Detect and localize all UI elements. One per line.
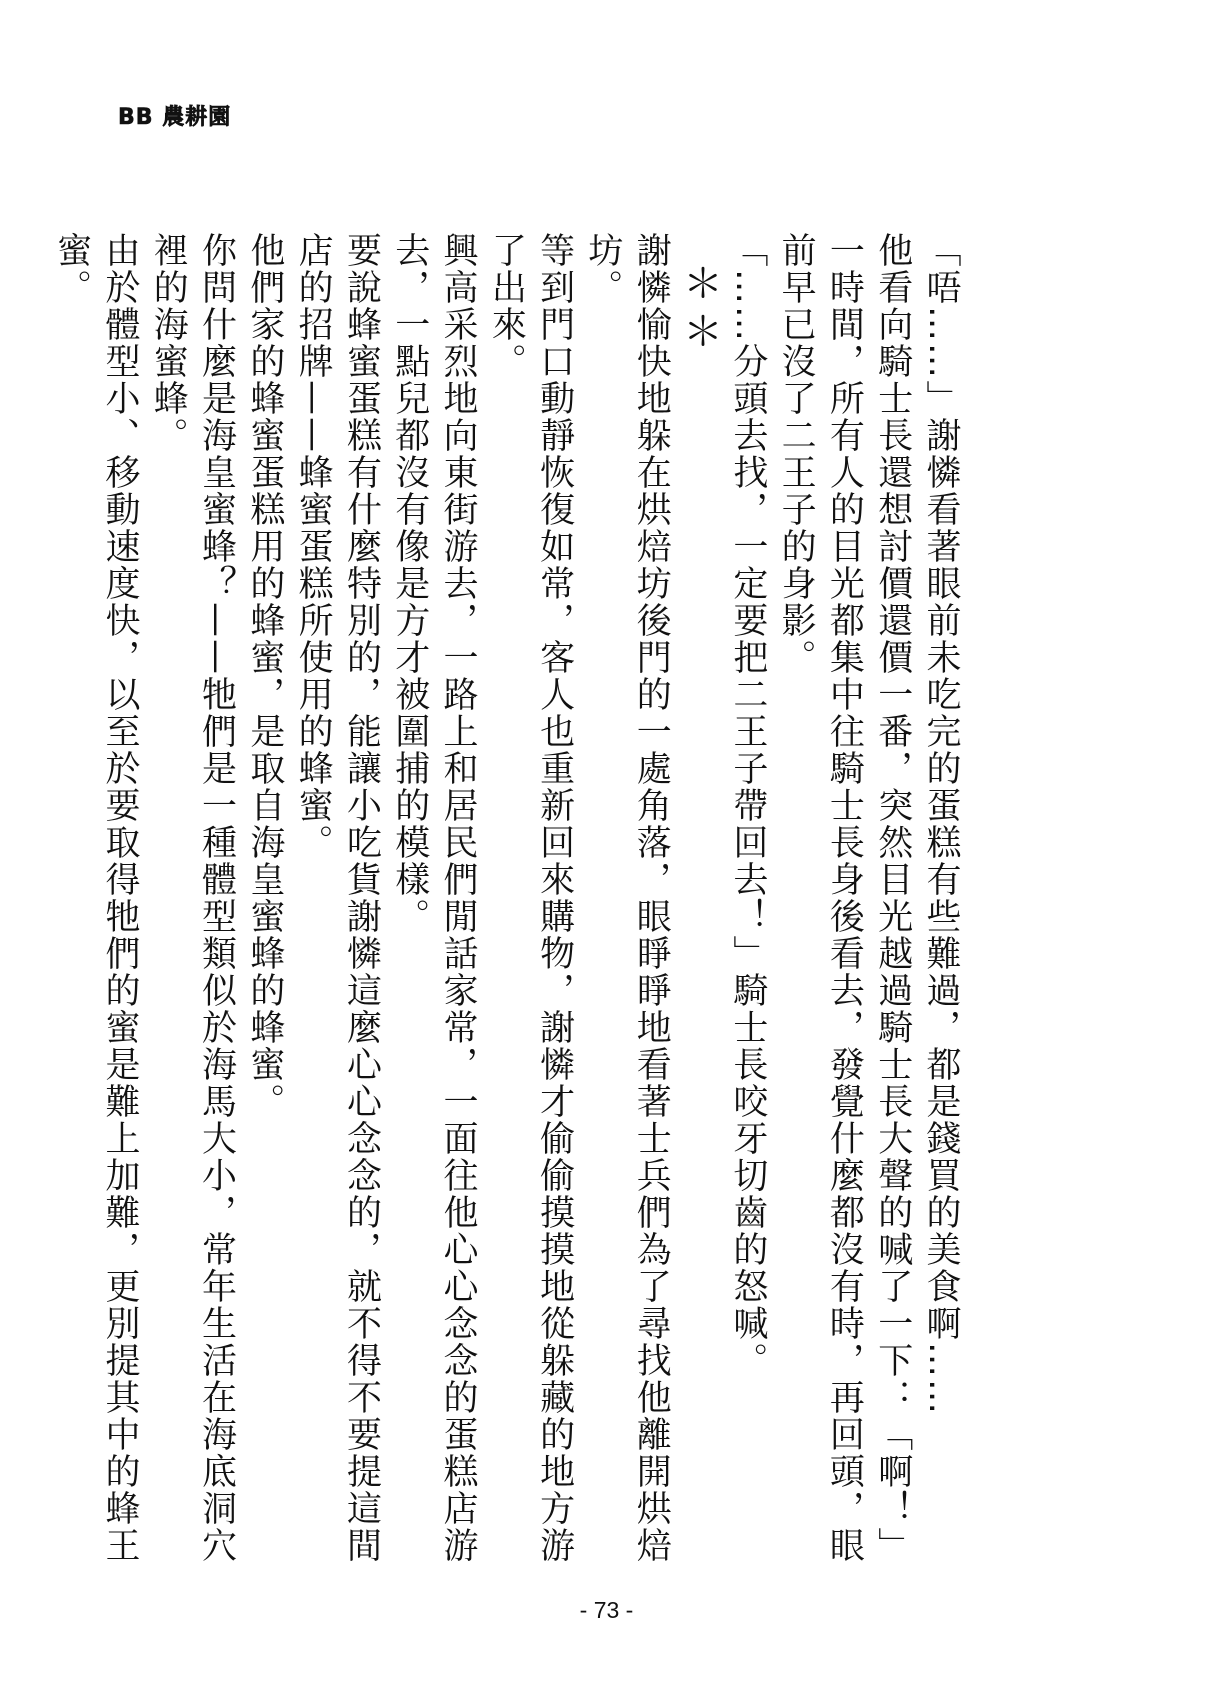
paragraph: 謝憐愉快地躲在烘焙坊後門的一處角落，眼睜睜地看著士兵們為了尋找他離開烘焙坊。 [582,232,672,1564]
paragraph: 他們家的蜂蜜蛋糕用的蜂蜜，是取自海皇蜜蜂的蜂蜜。 [244,232,285,1120]
page-number: - 73 - [579,1597,634,1623]
section-separator: ＊＊ [676,262,723,358]
paragraph: 要說蜂蜜蛋糕有什麼特別的，能讓小吃貨謝憐這麼心心念念的，就不得不要提這間店的招牌——蜂蜜蛋糕所使用的蜂蜜。 [293,232,382,1564]
paragraph: 「唔……」謝憐看著眼前未吃完的蛋糕有些難過，都是錢買的美食啊…… [921,232,961,1416]
vertical-text-body [47,232,965,1572]
paragraph: 一時間，所有人的目光都集中往騎士長身後看去，發覺什麼都沒有時，再回頭，眼前早已沒了二王子的身影。 [776,232,865,1564]
paragraph: 「……分頭去找，一定要把二王子帶回去！」騎士長咬牙切齒的怒喊。 [727,232,768,1379]
paragraph: 興高采烈地向東街游去，一路上和居民們閒話家常，一面往他心心念念的蛋糕店游去，一點兒都沒有像是方才被圍捕的模樣。 [389,232,479,1564]
paragraph: 由於體型小、移動速度快，以至於要取得牠們的蜜是難上加難，更別提其中的蜂王蜜。 [51,232,140,1564]
page-header: BB 農耕園 [118,105,232,130]
paragraph: 他看向騎士長還想討價還價一番，突然目光越過騎士長大聲的喊了一下：「啊！」 [872,232,913,1564]
paragraph: 等到門口動靜恢復如常，客人也重新回來購物，謝憐才偷偷摸摸地從躲藏的地方游了出來。 [486,232,575,1564]
paragraph: 你問什麼是海皇蜜蜂？——牠們是一種體型類似於海馬大小，常年生活在海底洞穴裡的海蜜蜂。 [148,232,237,1564]
